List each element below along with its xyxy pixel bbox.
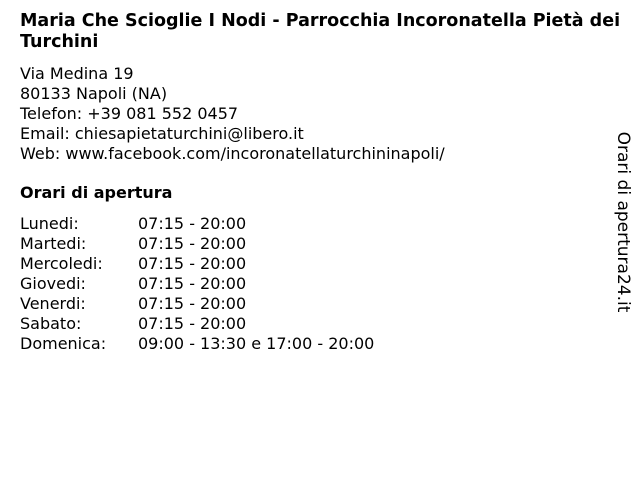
hours-value: 07:15 - 20:00 xyxy=(138,254,247,273)
hours-value: 07:15 - 20:00 xyxy=(138,234,247,253)
day-label: Domenica: xyxy=(20,334,107,353)
email-line: Email: chiesapietaturchini@libero.it xyxy=(20,124,304,143)
hours-value: 07:15 - 20:00 xyxy=(138,274,247,293)
day-label: Martedi: xyxy=(20,234,87,253)
day-label: Giovedi: xyxy=(20,274,86,293)
business-name: Maria Che Scioglie I Nodi - Parrocchia Incoronatella Pietà dei Turchini xyxy=(20,11,621,52)
street-address: Via Medina 19 xyxy=(20,64,134,83)
phone-line: Telefon: +39 081 552 0457 xyxy=(20,104,239,123)
day-label: Sabato: xyxy=(20,314,82,333)
day-label: Lunedi: xyxy=(20,214,79,233)
hours-value: 07:15 - 20:00 xyxy=(138,294,247,313)
web-line: Web: www.facebook.com/incoronatellaturchininapoli/ xyxy=(20,144,445,163)
day-label: Mercoledi: xyxy=(20,254,103,273)
address-block xyxy=(20,64,445,164)
city-postal: 80133 Napoli (NA) xyxy=(20,84,168,103)
brand-watermark: Orari di apertura24.it xyxy=(613,131,633,313)
hours-value: 07:15 - 20:00 xyxy=(138,314,247,333)
hours-value: 07:15 - 20:00 xyxy=(138,214,247,233)
opening-hours-heading: Orari di apertura xyxy=(20,183,173,202)
day-label: Venerdi: xyxy=(20,294,86,313)
hours-value: 09:00 - 13:30 e 17:00 - 20:00 xyxy=(138,334,375,353)
